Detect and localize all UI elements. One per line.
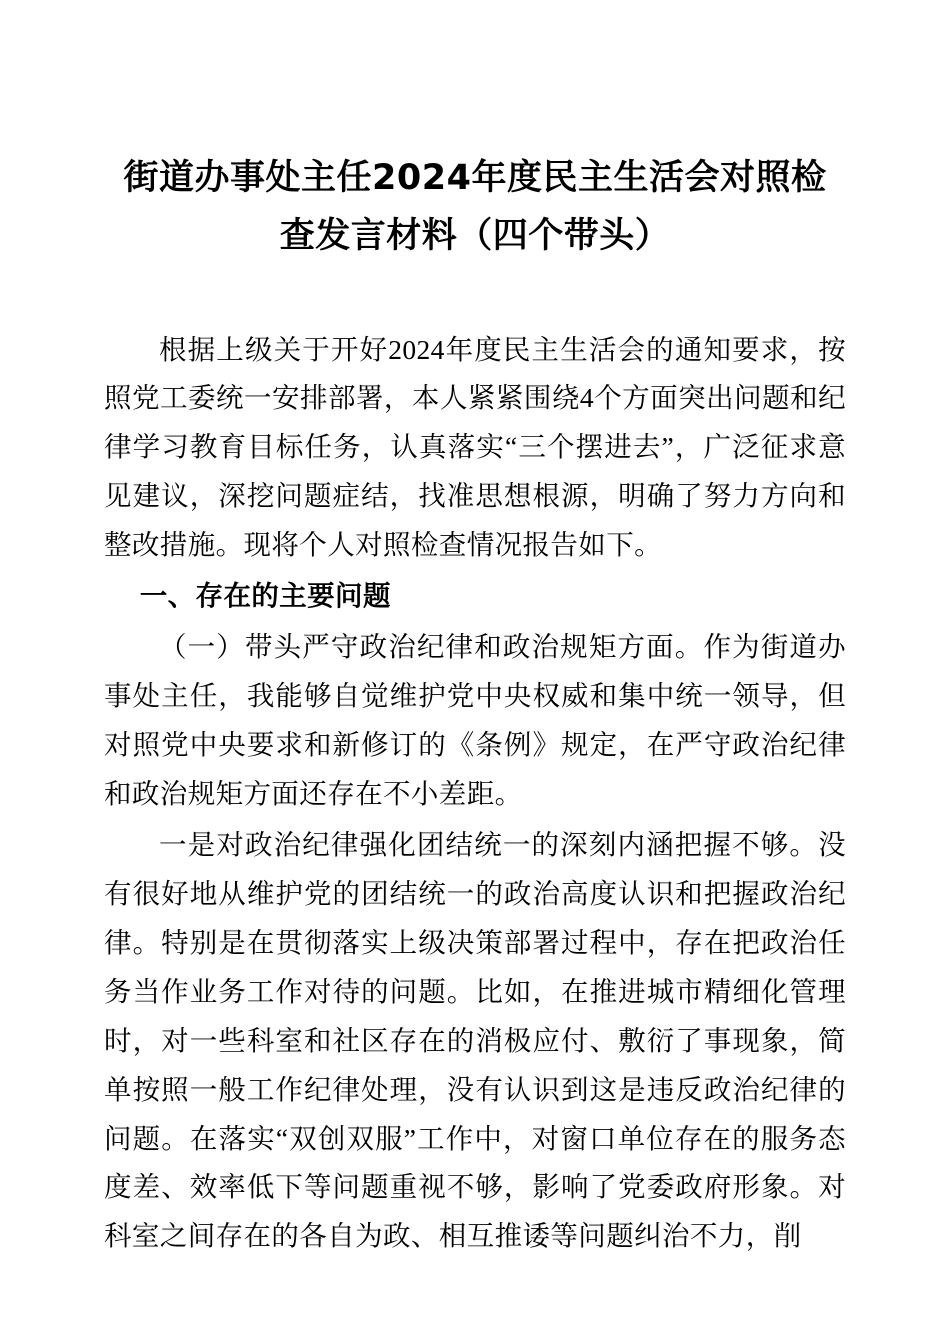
- title-spacer: [104, 284, 846, 326]
- paragraph-point-one: 一是对政治纪律强化团结统一的深刻内涵把握不够。没有很好地从维护党的团结统一的政治高度认识和把握政治纪律。特别是在贯彻落实上级决策部署过程中，存在把政治任务当作业务工作对待的问题。比如，在推进城市精细化管理时，对一些科室和社区存在的消极应付、敷衍了事现象，简单按照一般工作纪律处理，没有认识到这是违反政治纪律的问题。在落实“双创双服”工作中，对窗口单位存在的服务态度差、效率低下等问题重视不够，影响了党委政府形象。对科室之间存在的各自为政、相互推诿等问题纠治不力，削: [104, 828, 846, 1252]
- section-heading-main-problems: 一、存在的主要问题: [139, 580, 391, 613]
- page-title: 街道办事处主任2024年度民主生活会对照检查发言材料（四个带头）: [123, 158, 827, 256]
- paragraph-subsection-one: （一）带头严守政治纪律和政治规矩方面。作为街道办事处主任，我能够自觉维护党中央权威和集中统一领导，但对照党中央要求和新修订的《条例》规定，在严守政治纪律和政治规矩方面还存在不小差距。: [104, 631, 846, 809]
- paragraph-intro: 根据上级关于开好2024年度民主生活会的通知要求，按照党工委统一安排部署，本人紧紧围绕4个方面突出问题和纪律学习教育目标任务，认真落实“三个摆进去”，广泛征求意见建议，深挖问题症结，找准思想根源，明确了努力方向和整改措施。现将个人对照检查情况报告如下。: [104, 333, 846, 561]
